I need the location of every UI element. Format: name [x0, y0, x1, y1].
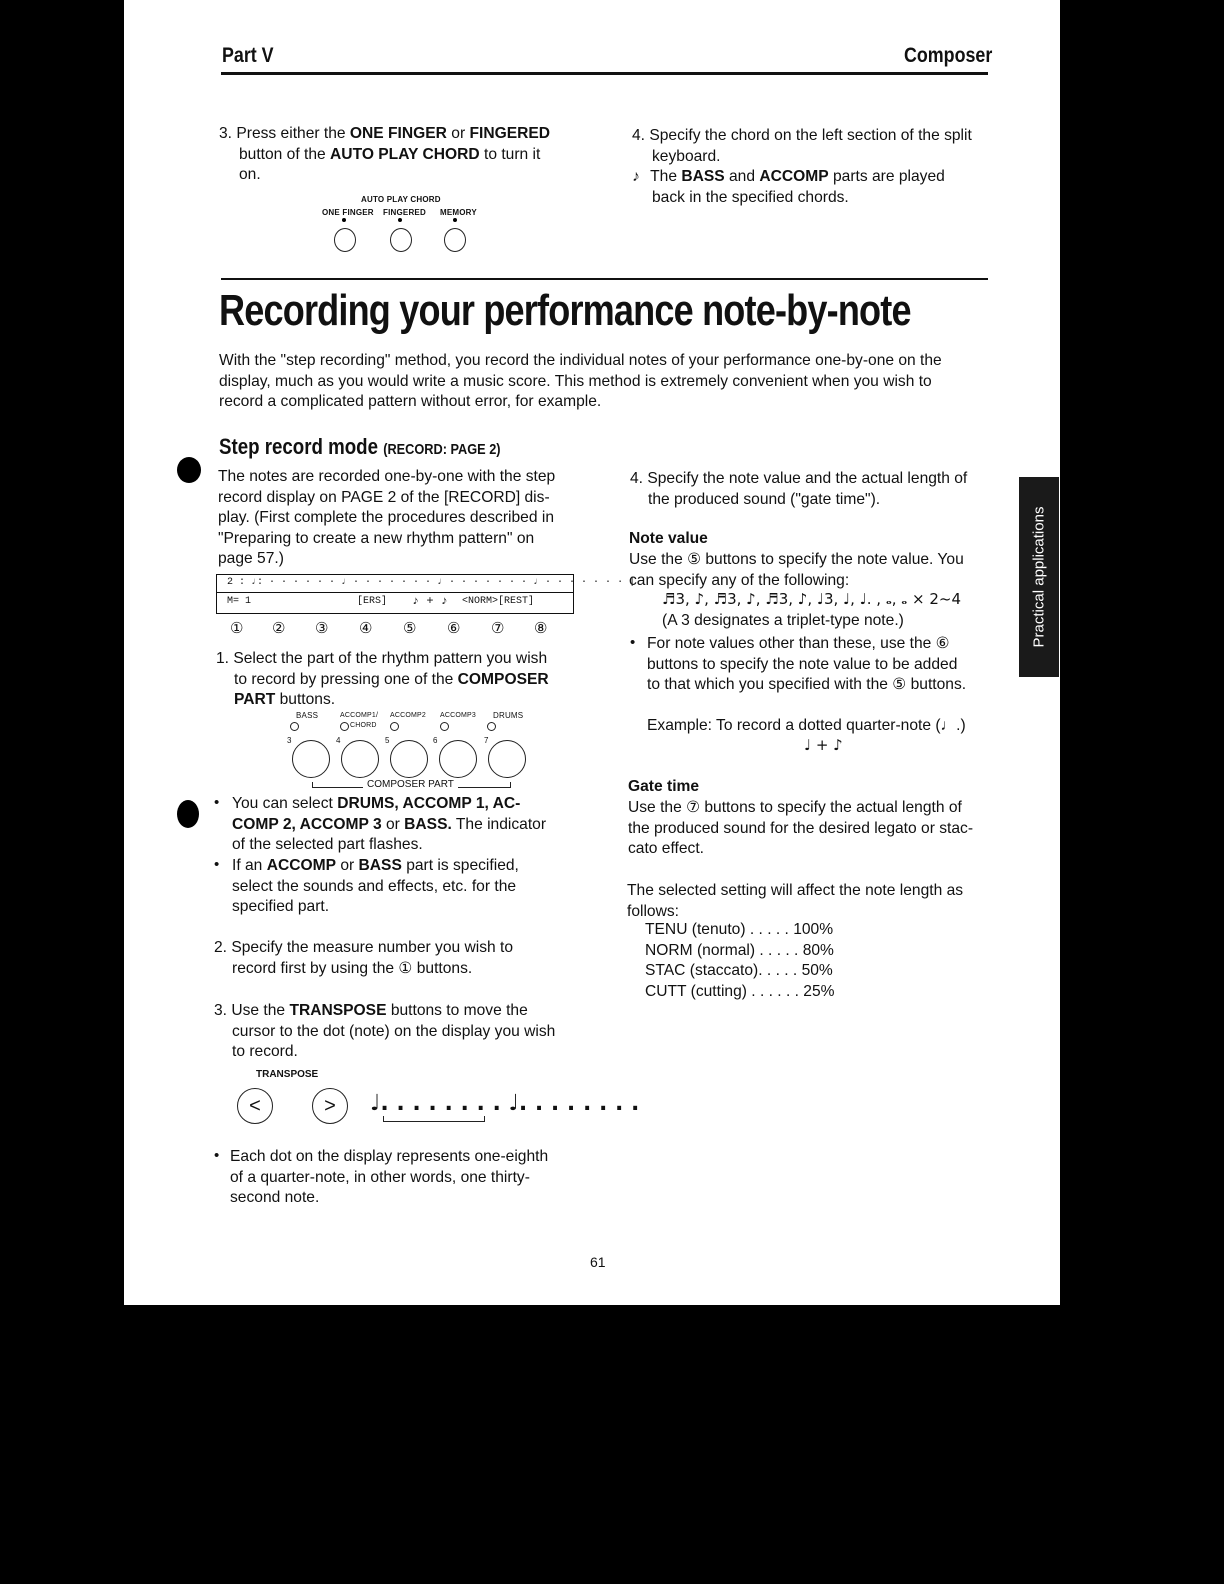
- accomp3-indicator-icon: [440, 722, 449, 731]
- button-number-6: ⑥: [447, 620, 461, 637]
- gate-row-tenu: TENU (tenuto) . . . . . 100%: [645, 921, 834, 938]
- top-step-3: 3. Press either the ONE FINGER or FINGERED button of the AUTO PLAY CHORD to turn it on.: [219, 125, 551, 183]
- button-number-7: ⑦: [491, 620, 505, 637]
- bullet-icon: •: [214, 1147, 220, 1164]
- bullet-dot: Each dot on the display represents one-eighth of a quarter-note, in other words, one thirty- second note.: [230, 1148, 549, 1206]
- memory-indicator-icon: [453, 218, 457, 222]
- step-record-heading: Step record mode (RECORD: PAGE 2): [219, 434, 501, 459]
- button-number-2: ②: [272, 620, 286, 637]
- eighth-note-icon: ♪: [632, 168, 640, 185]
- drums-indicator-icon: [487, 722, 496, 731]
- bullet-icon: •: [214, 794, 220, 811]
- one-finger-button[interactable]: [334, 228, 356, 252]
- memory-button[interactable]: [444, 228, 466, 252]
- side-tab: [1019, 477, 1059, 677]
- accomp3-button[interactable]: [439, 740, 477, 778]
- one-finger-label: ONE FINGER: [322, 208, 374, 217]
- bracket-right: [458, 782, 511, 788]
- button-num-3: 3: [287, 736, 292, 745]
- step-record-display: [216, 574, 636, 614]
- part-label: Part V: [222, 44, 274, 67]
- step-2: 2. Specify the measure number you wish to record first by using the ① buttons.: [214, 939, 514, 977]
- gate-row-cutt: CUTT (cutting) . . . . . . 25%: [645, 983, 835, 1000]
- display-notes: ♪ + ♪: [412, 594, 449, 608]
- accomp2-indicator-icon: [390, 722, 399, 731]
- step-4: 4. Specify the note value and the actual length of the produced sound ("gate time").: [630, 470, 968, 508]
- button-number-4: ④: [359, 620, 373, 637]
- button-num-6: 6: [433, 736, 438, 745]
- chord-label: CHORD: [350, 722, 377, 729]
- fingered-indicator-icon: [398, 218, 402, 222]
- gate-time-text: Use the ⑦ buttons to specify the actual length of the produced sound for the desired legato or stac- cato effect.: [628, 799, 974, 857]
- gate-row-stac: STAC (staccato). . . . . 50%: [645, 962, 833, 979]
- bass-label: BASS: [296, 711, 319, 720]
- effect-text: The selected setting will affect the note length as follows:: [627, 882, 964, 920]
- page-number: 61: [590, 1254, 606, 1270]
- section-title: Recording your performance note-by-note: [219, 286, 911, 335]
- section-intro: With the "step recording" method, you record the individual notes of your performance one-by-one on the display, much as you would write a music score. This method is extremely convenient when you wish to record a complicated pattern without error, for example.: [219, 352, 942, 410]
- accomp3-label: ACCOMP3: [440, 712, 477, 719]
- drums-button[interactable]: [488, 740, 526, 778]
- accomp2-button[interactable]: [390, 740, 428, 778]
- button-number-1: ①: [230, 620, 244, 637]
- accomp2-label: ACCOMP2: [390, 712, 427, 719]
- bullet-icon: •: [214, 856, 220, 873]
- fingered-button[interactable]: [390, 228, 412, 252]
- bullet-icon: •: [630, 634, 636, 651]
- accomp1-label: ACCOMP1/: [340, 712, 379, 719]
- apc-title: AUTO PLAY CHORD: [361, 195, 441, 204]
- example-notes: ♩ + ♪: [804, 736, 843, 754]
- accomp1-button[interactable]: [341, 740, 379, 778]
- step-3: 3. Use the TRANSPOSE buttons to move the cursor to the dot (note) on the display you wish to record.: [214, 1002, 556, 1060]
- transpose-up-button[interactable]: >: [312, 1088, 348, 1124]
- drums-label: DRUMS: [493, 711, 524, 720]
- binder-hole-icon: [177, 457, 201, 483]
- button-number-3: ③: [315, 620, 329, 637]
- memory-label: MEMORY: [440, 208, 477, 217]
- gate-row-norm: NORM (normal) . . . . . 80%: [645, 942, 834, 959]
- gate-time-heading: Gate time: [628, 778, 700, 795]
- step-1: 1. Select the part of the rhythm pattern you wish to record by pressing one of the COMPOSER PART buttons.: [216, 650, 549, 708]
- bracket-left: [312, 782, 363, 788]
- display-line-1: 2 : ♩: · · · · · · ♩ · · · · · · · ♩ · · · · · · · ♩ · · · · · · · |: [227, 577, 636, 588]
- side-tab-label: Practical applications: [1030, 506, 1048, 648]
- composer-part-caption: COMPOSER PART: [367, 779, 454, 790]
- bass-button[interactable]: [292, 740, 330, 778]
- bullet-accomp: If an ACCOMP or BASS part is specified, select the sounds and effects, etc. for the specified part.: [232, 857, 519, 915]
- chapter-label: Composer: [904, 44, 993, 67]
- one-finger-indicator-icon: [342, 218, 346, 222]
- cursor-bracket: [383, 1116, 485, 1122]
- note-value-bullet: For note values other than these, use the ⑥ buttons to specify the note value to be added to that which you specified with the ⑤ buttons.: [647, 635, 967, 693]
- note-value-heading: Note value: [629, 530, 708, 547]
- transpose-label: TRANSPOSE: [256, 1069, 319, 1080]
- bullet-drums: You can select DRUMS, ACCOMP 1, AC- COMP 2, ACCOMP 3 or BASS. The indicator of the selected part flashes.: [232, 795, 547, 853]
- top-step-4: 4. Specify the chord on the left section of the split keyboard. ♪ The BASS and ACCOMP parts are played back in the specified chords.: [632, 127, 972, 206]
- bass-indicator-icon: [290, 722, 299, 731]
- section-rule: [221, 278, 988, 280]
- display-ers: [ERS]: [357, 596, 388, 607]
- note-value-symbols: ♬3, ♪, ♬3, ♪, ♬3, ♪, ♩3, ♩, ♩. , 𝅝, 𝅝 × 2~4: [662, 590, 962, 608]
- cursor-display-icon: ♩. . . . . . . . ♩. . . . . . . .: [370, 1091, 640, 1116]
- button-number-8: ⑧: [534, 620, 548, 637]
- button-num-5: 5: [385, 736, 390, 745]
- button-number-5: ⑤: [403, 620, 417, 637]
- binder-hole-icon: [177, 800, 199, 828]
- header-rule: [221, 72, 988, 75]
- display-divider: [217, 592, 573, 593]
- button-num-7: 7: [484, 736, 489, 745]
- triplet-note: (A 3 designates a triplet-type note.): [662, 612, 904, 629]
- display-measure: M= 1: [227, 596, 252, 607]
- step-mode-para: The notes are recorded one-by-one with the step record display on PAGE 2 of the [RECORD] dis- play. (First complete the procedures described in "Preparing to create a new rhythm pattern" on page 57.): [218, 468, 556, 567]
- accomp1-indicator-icon: [340, 722, 349, 731]
- fingered-label: FINGERED: [383, 208, 426, 217]
- display-norm-rest: <NORM>[REST]: [462, 596, 535, 607]
- transpose-down-button[interactable]: <: [237, 1088, 273, 1124]
- button-num-4: 4: [336, 736, 341, 745]
- example-text: Example: To record a dotted quarter-note (♩.): [647, 717, 966, 734]
- note-value-text: Use the ⑤ buttons to specify the note value. You can specify any of the following:: [629, 551, 964, 589]
